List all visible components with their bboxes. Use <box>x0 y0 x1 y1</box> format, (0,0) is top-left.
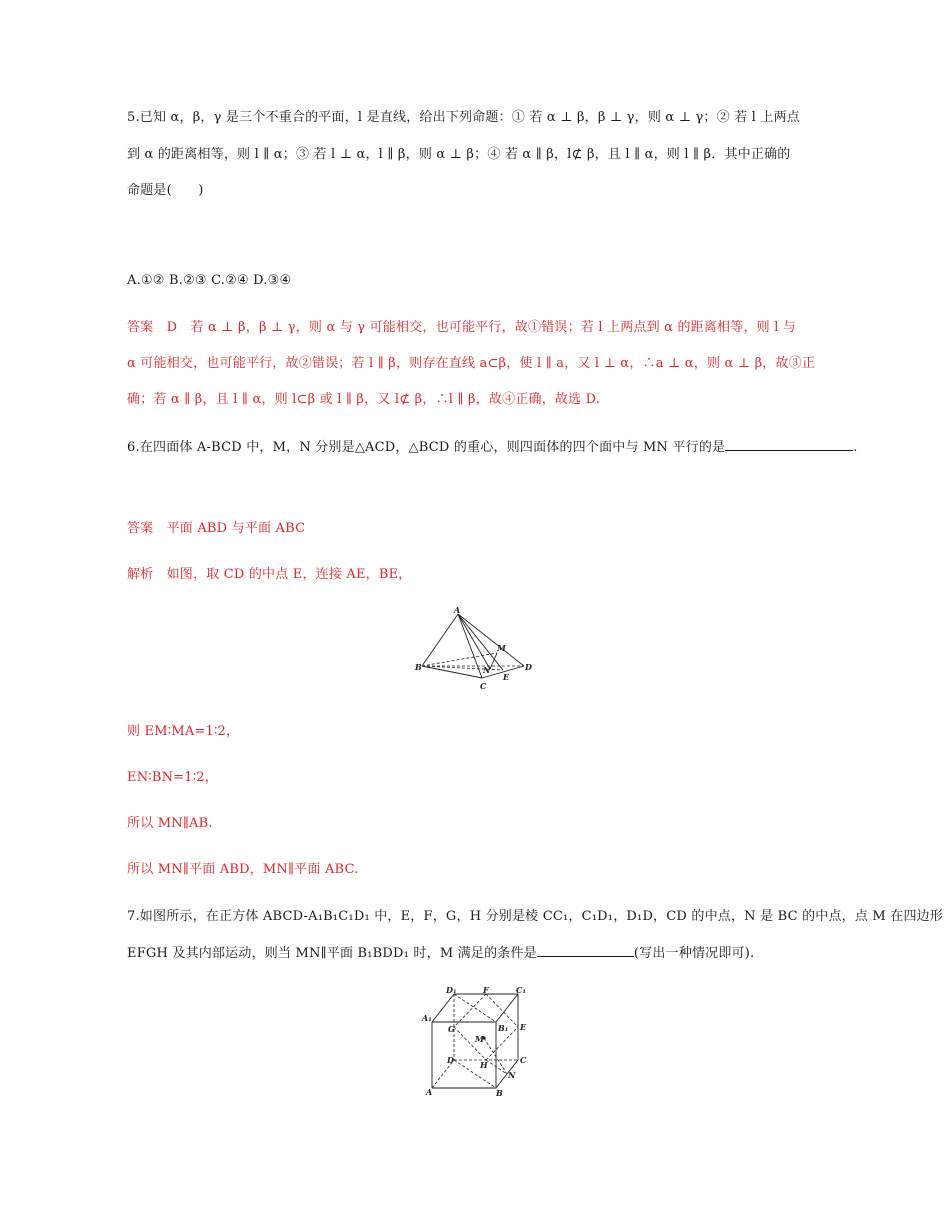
label-c: C <box>520 1055 527 1065</box>
label-b: B <box>415 662 422 672</box>
label-e: E <box>503 672 510 682</box>
q6-step-3: 所以 MN∥AB. <box>127 816 213 831</box>
q6-step-4: 所以 MN∥平面 ABD，MN∥平面 ABC. <box>127 862 359 877</box>
q6-step-1: 则 EM∶MA=1∶2， <box>127 724 240 739</box>
q6-step-2: EN∶BN=1∶2， <box>127 770 218 785</box>
label-f: F <box>483 985 489 995</box>
label-c1: C₁ <box>516 985 526 995</box>
q6-analysis: 解析 如图，取 CD 的中点 E，连接 AE，BE， <box>127 567 412 582</box>
label-d: D <box>525 662 532 672</box>
label-b1: B₁ <box>498 1023 509 1033</box>
label-h: H <box>480 1060 488 1070</box>
q7-line-2-suffix: (写出一种情况即可). <box>633 946 755 961</box>
q7-line-2 <box>127 944 827 963</box>
label-a: A <box>426 1087 433 1097</box>
q6-question-end: . <box>853 440 858 455</box>
cube-figure <box>418 984 536 1100</box>
q6-question-text: 6.在四面体 A-BCD 中，M，N 分别是△ACD，△BCD 的重心，则四面体的四个面中与 MN 平行的是 <box>127 440 726 455</box>
label-m: M <box>497 643 506 653</box>
q7-line-2-text: EFGH 及其内部运动，则当 MN∥平面 B₁BDD₁ 时，M 满足的条件是 <box>127 946 537 961</box>
q5-options: A.①② B.②③ C.②④ D.③④ <box>127 273 292 288</box>
label-a1: A₁ <box>422 1013 432 1023</box>
q5-line-3: 命题是( ) <box>127 183 204 198</box>
q7-line-1: 7.如图所示，在正方体 ABCD-A₁B₁C₁D₁ 中，E，F，G，H 分别是棱 CC₁，C₁D₁，D₁D，CD 的中点，N 是 BC 的中点，点 M 在四边形 <box>127 909 944 924</box>
tetrahedron-figure <box>414 606 538 696</box>
label-g: G <box>448 1024 455 1034</box>
q5-answer-line-3: 确；若 α ∥ β，且 l ∥ α，则 l⊂β 或 l ∥ β，又 l⊄ β，∴l ∥ β，故④正确，故选 D. <box>127 392 601 407</box>
label-b: B <box>496 1088 503 1098</box>
label-n: N <box>508 1070 516 1080</box>
q6-question <box>127 438 858 457</box>
label-m: M <box>475 1034 484 1044</box>
q5-answer-line-1: 答案 D 若 α ⊥ β，β ⊥ γ，则 α 与 γ 可能相交，也可能平行，故①错误；若 l 上两点到 α 的距离相等，则 l 与 <box>127 320 797 335</box>
q5-line-1: 5.已知 α，β，γ 是三个不重合的平面，l 是直线，给出下列命题：① 若 α ⊥ β，β ⊥ γ，则 α ⊥ γ；② 若 l 上两点 <box>127 110 800 125</box>
label-d1: D₁ <box>446 985 457 995</box>
label-e: E <box>520 1022 527 1032</box>
q5-answer-line-2: α 可能相交，也可能平行，故②错误；若 l ∥ β，则存在直线 a⊂β，使 l ∥ a，又 l ⊥ α，∴a ⊥ α，则 α ⊥ β，故③正 <box>127 356 816 371</box>
label-c: C <box>480 681 487 691</box>
q5-line-2: 到 α 的距离相等，则 l ∥ α；③ 若 l ⊥ α，l ∥ β，则 α ⊥ β；④ 若 α ∥ β，l⊄ β，且 l ∥ α，则 l ∥ β．其中正确的 <box>127 147 791 162</box>
q6-answer: 答案 平面 ABD 与平面 ABC <box>127 521 306 536</box>
q7-answer-blank <box>537 944 634 957</box>
label-a: A <box>454 606 461 615</box>
q6-answer-blank <box>725 438 853 451</box>
label-d: D <box>447 1055 454 1065</box>
label-n: N <box>483 665 491 675</box>
